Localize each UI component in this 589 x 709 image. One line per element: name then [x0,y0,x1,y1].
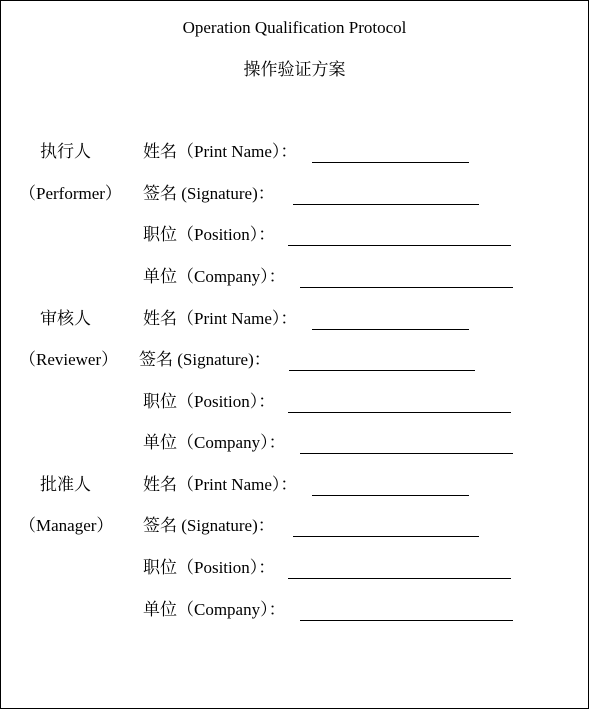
print-name-line[interactable] [312,329,469,330]
field-label-signature: 签名 (Signature)： [143,184,275,203]
company-line[interactable] [300,620,513,621]
company-line[interactable] [300,287,513,288]
field-label-print-name: 姓名（Print Name）： [143,475,298,494]
performer-position-row [143,224,515,248]
document-subtitle: 操作验证方案 [243,60,346,79]
role-reviewer-en: （Reviewer） [19,350,119,369]
performer-company-row [143,266,517,290]
field-label-position: 职位（Position）： [143,225,276,244]
signature-line[interactable] [293,204,479,205]
reviewer-print-name-row [143,308,473,332]
signature-line[interactable] [289,370,475,371]
company-line[interactable] [300,453,513,454]
field-label-company: 单位（Company）： [143,600,286,619]
position-line[interactable] [288,578,511,579]
role-manager-cn: 批准人 [40,475,91,494]
document-title: Operation Qualification Protocol [182,18,407,37]
role-performer-en: （Performer） [19,184,122,203]
manager-company-row [143,599,517,623]
field-label-company: 单位（Company）： [143,433,286,452]
field-label-position: 职位（Position）： [143,392,276,411]
position-line[interactable] [288,412,511,413]
role-performer-cn: 执行人 [40,142,91,161]
reviewer-company-row [143,432,517,456]
field-label-company: 单位（Company）： [143,267,286,286]
field-label-print-name: 姓名（Print Name）： [143,309,298,328]
reviewer-position-row [143,391,515,415]
reviewer-signature-row [139,349,479,373]
print-name-line[interactable] [312,162,469,163]
field-label-print-name: 姓名（Print Name）： [143,142,298,161]
print-name-line[interactable] [312,495,469,496]
field-label-signature: 签名 (Signature)： [139,350,271,369]
role-manager-en: （Manager） [19,516,114,535]
field-label-position: 职位（Position）： [143,558,276,577]
manager-print-name-row [143,474,473,498]
performer-signature-row [143,183,483,207]
position-line[interactable] [288,245,511,246]
field-label-signature: 签名 (Signature)： [143,516,275,535]
manager-signature-row [143,515,483,539]
role-reviewer-cn: 审核人 [40,309,91,328]
performer-print-name-row [143,141,473,165]
signature-line[interactable] [293,536,479,537]
manager-position-row [143,557,515,581]
